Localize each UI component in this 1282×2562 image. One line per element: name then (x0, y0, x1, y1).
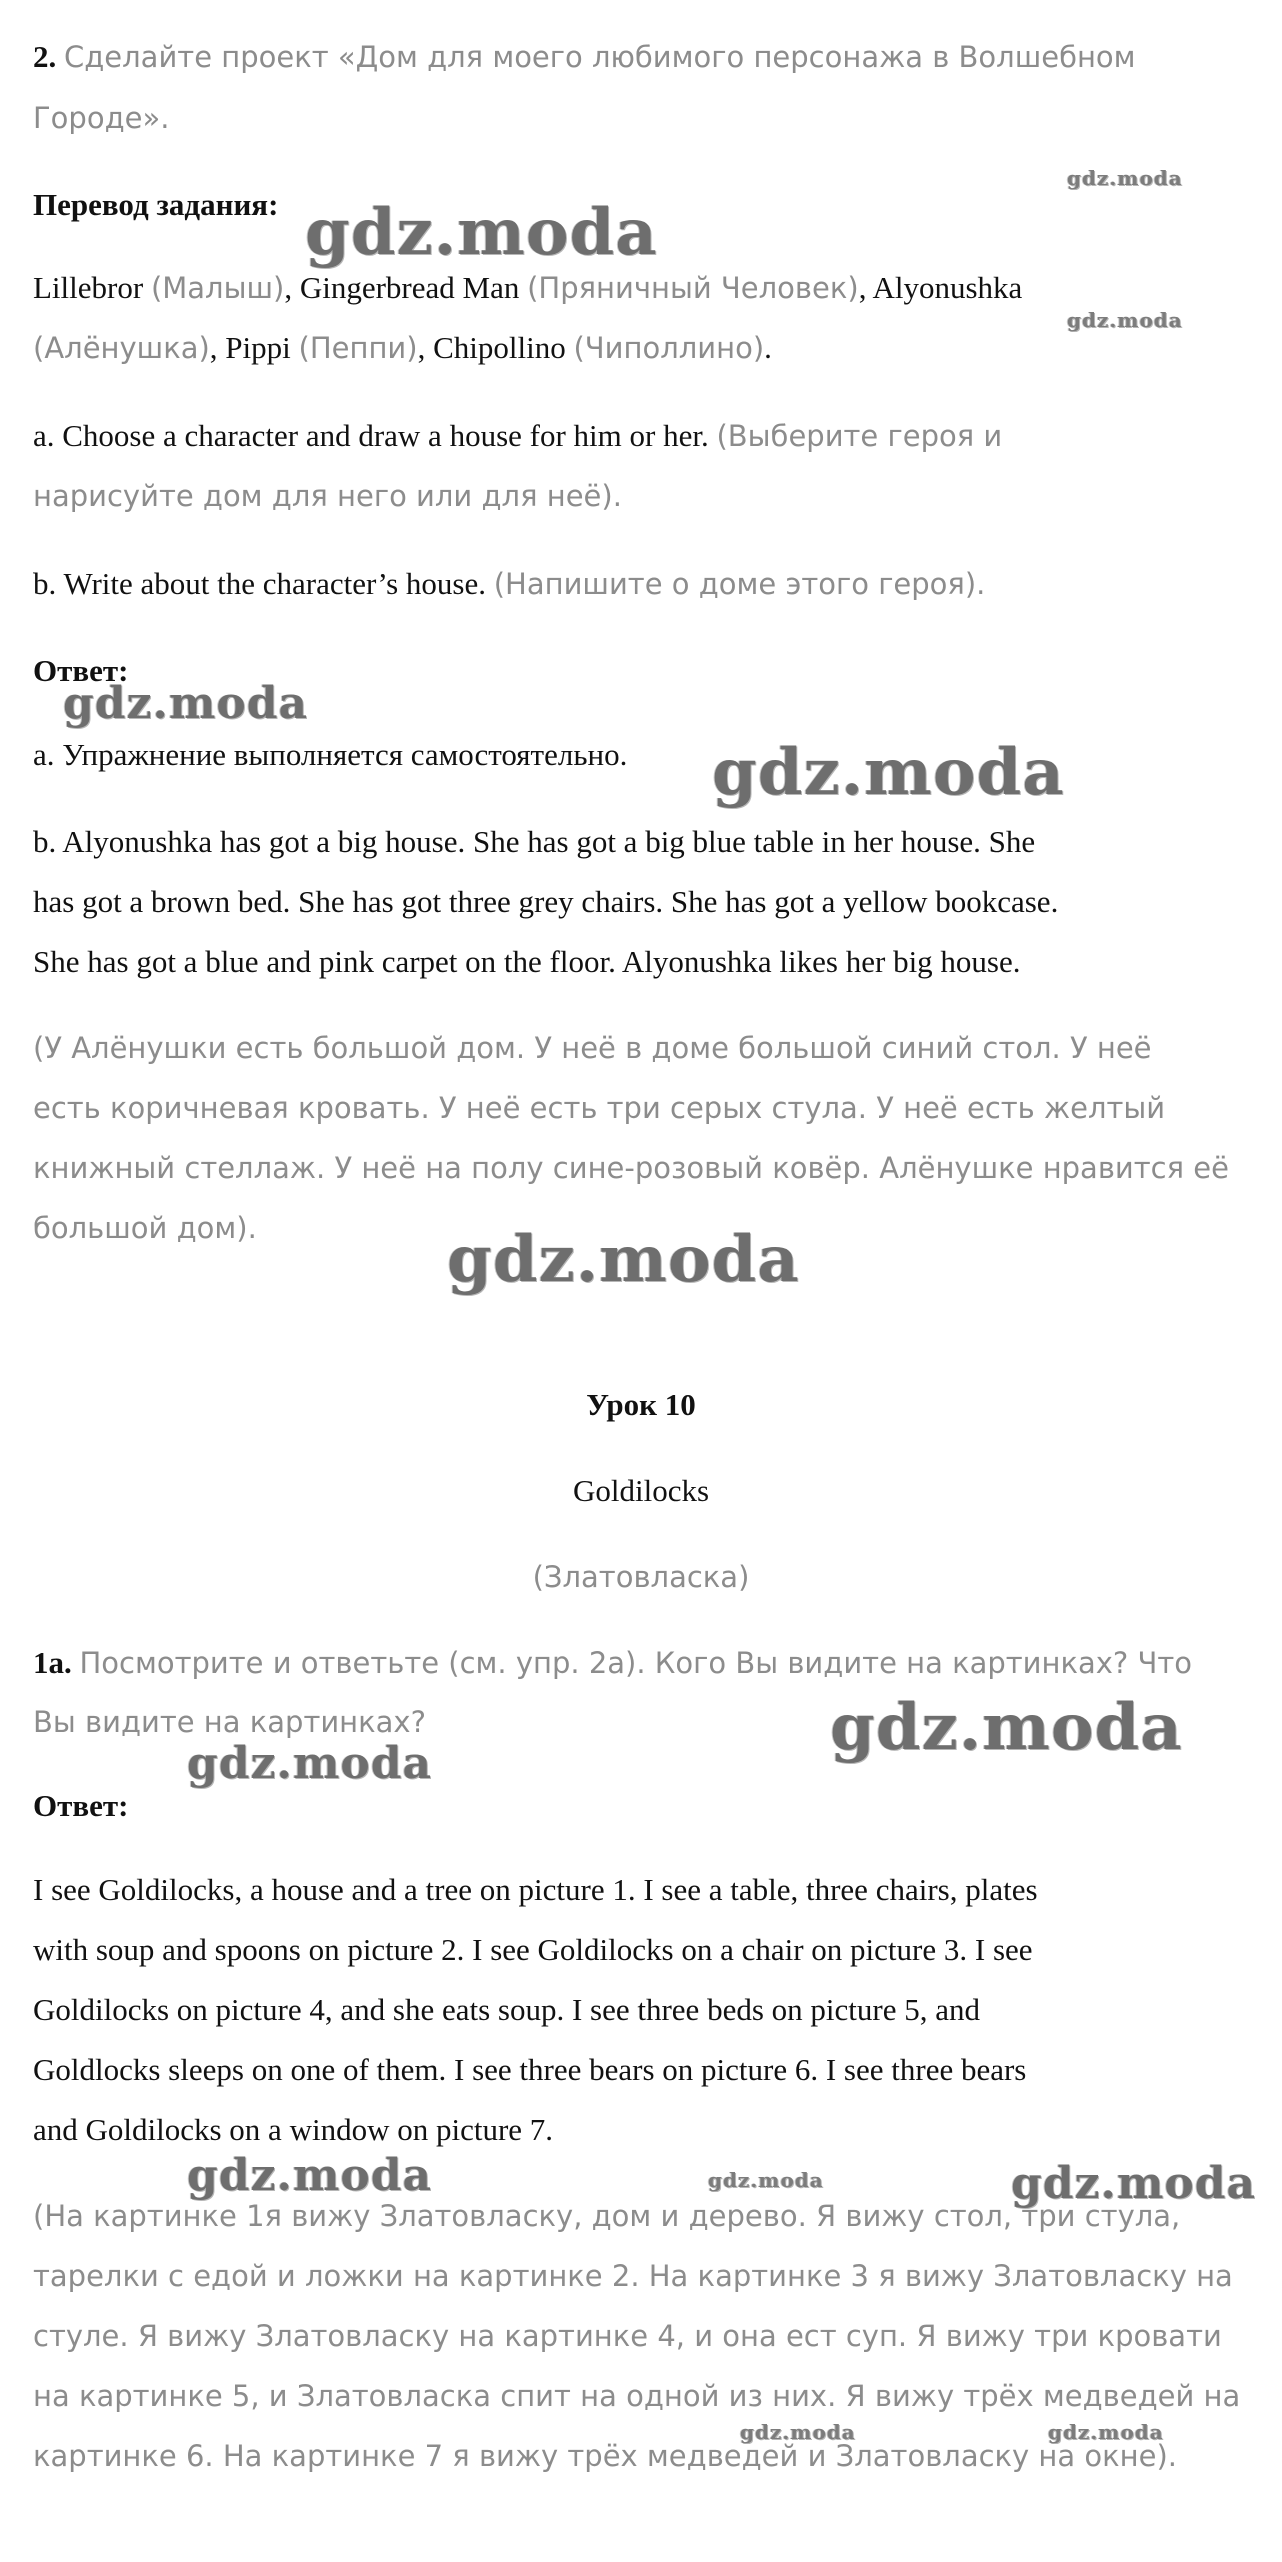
watermark: gdz.moda (63, 678, 309, 729)
answer-b-line: b. Alyonushka has got a big house. She has got a big blue table in her house. She (33, 824, 1036, 859)
task2-text: Сделайте проект «Дом для моего любимого персонажа в Волшебном (64, 40, 1136, 74)
answer-b-line: has got a brown bed. She has got three grey chairs. She has got a yellow bookcase. (33, 884, 1059, 919)
task1a-translation-line: тарелки с едой и ложки на картинке 2. На картинке 3 я вижу Златовласку на (33, 2259, 1233, 2293)
answer-b-translation-line: есть коричневая кровать. У неё есть три серых стула. У неё есть желтый (33, 1091, 1166, 1125)
answer-label: Ответ: (33, 1788, 129, 1823)
translation-label: Перевод задания: (33, 187, 279, 222)
answer-b-translation-line: большой дом). (33, 1211, 257, 1245)
watermark: gdz.moda (1048, 2420, 1164, 2444)
task2-line1 (33, 37, 1136, 77)
watermark: gdz.moda (447, 1222, 800, 1297)
char-chipollino-tr: (Чиполлино) (573, 331, 765, 365)
characters-line2 (33, 328, 772, 368)
char-pippi-tr: (Пеппи) (298, 331, 418, 365)
item-b (33, 564, 985, 604)
task1a-answer-line: with soup and spoons on picture 2. I see Goldilocks on a chair on picture 3. I see (33, 1932, 1033, 1967)
task1a-text: Посмотрите и ответьте (см. упр. 2а). Кого Вы видите на картинках? Что (79, 1646, 1193, 1680)
period: . (764, 330, 772, 365)
lesson-subtitle: Goldilocks (572, 1473, 710, 1508)
task1a-line1 (33, 1643, 1192, 1683)
lesson-subtitle-translation: (Златовласка) (532, 1560, 750, 1594)
task1a-answer-line: and Goldilocks on a window on picture 7. (33, 2112, 554, 2147)
item-b-text: b. Write about the character’s house. (33, 566, 494, 601)
item-a: a. Choose a character and draw a house for him or her. (33, 418, 717, 453)
answer-b-translation-line: книжный стеллаж. У неё на полу сине-розовый ковёр. Алёнушке нравится её (33, 1151, 1229, 1185)
task1a-translation-line: картинке 6. На картинке 7 я вижу трёх медведей и Златовласку на окне). (33, 2439, 1177, 2473)
watermark: gdz.moda (187, 1738, 433, 1789)
char-lillebror-tr: (Малыш) (150, 271, 285, 305)
item-a-line1 (33, 416, 1002, 456)
answer-b-line: She has got a blue and pink carpet on the floor. Alyonushka likes her big house. (33, 944, 1021, 979)
task1a-answer-line: Goldlocks sleeps on one of them. I see three bears on picture 6. I see three bears (33, 2052, 1027, 2087)
item-a-line2: нарисуйте дом для него или для неё). (33, 479, 622, 513)
char-alyonushka: , Alyonushka (858, 270, 1023, 305)
watermark: gdz.moda (1067, 308, 1183, 332)
watermark: gdz.moda (708, 2168, 824, 2192)
task2-line2: Городе». (33, 101, 170, 135)
char-chipollino: , Chipollino (417, 330, 574, 365)
answer-label: Ответ: (33, 653, 129, 688)
watermark: gdz.moda (740, 2420, 856, 2444)
task1a-translation-line: на картинке 5, и Златовласка спит на одной из них. Я вижу трёх медведей на (33, 2379, 1241, 2413)
char-lillebror: Lillebror (33, 270, 151, 305)
watermark: gdz.moda (305, 195, 658, 270)
watermark: gdz.moda (830, 1690, 1183, 1765)
char-pippi: , Pippi (209, 330, 299, 365)
lesson-title: Урок 10 (586, 1387, 696, 1422)
char-alyonushka-tr: (Алёнушка) (33, 331, 210, 365)
char-gingerbread-tr: (Пряничный Человек) (527, 271, 859, 305)
task1a-answer-line: I see Goldilocks, a house and a tree on picture 1. I see a table, three chairs, plates (33, 1872, 1038, 1907)
item-a-tr: (Выберите героя и (716, 419, 1003, 453)
task1a-line2: Вы видите на картинках? (33, 1705, 426, 1739)
answer-b-translation-line: (У Алёнушки есть большой дом. У неё в доме большой синий стол. У неё (33, 1031, 1152, 1065)
watermark: gdz.moda (712, 735, 1065, 810)
task-number: 2. (33, 39, 57, 74)
item-b-tr: (Напишите о доме этого героя). (493, 567, 986, 601)
watermark: gdz.moda (1011, 2158, 1257, 2209)
watermark: gdz.moda (187, 2150, 433, 2201)
watermark: gdz.moda (1067, 166, 1183, 190)
task1a-translation-line: (На картинке 1я вижу Златовласку, дом и дерево. Я вижу стол, три стула, (33, 2199, 1181, 2233)
characters-line1 (33, 268, 1022, 308)
char-gingerbread: , Gingerbread Man (284, 270, 528, 305)
answer-a: a. Упражнение выполняется самостоятельно. (33, 737, 628, 772)
task1a-translation-line: стуле. Я вижу Златовласку на картинке 4, и она ест суп. Я вижу три кровати (33, 2319, 1222, 2353)
task-number: 1a. (33, 1645, 72, 1680)
task1a-answer-line: Goldilocks on picture 4, and she eats soup. I see three beds on picture 5, and (33, 1992, 980, 2027)
